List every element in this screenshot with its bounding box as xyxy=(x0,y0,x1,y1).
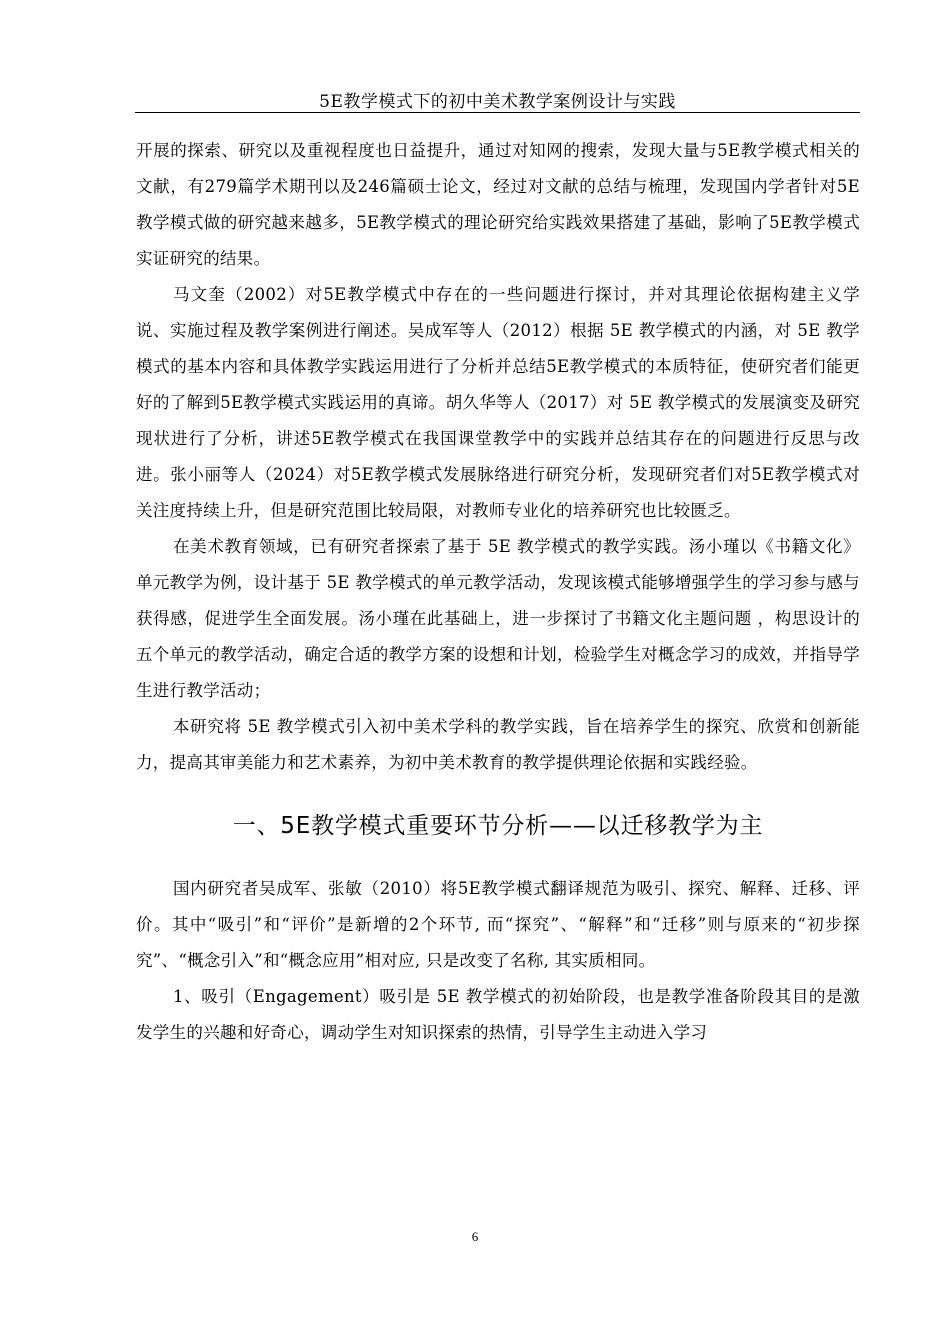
paragraph-literature-review: 马文奎（2002）对5E教学模式中存在的一些问题进行探讨，并对其理论依据构建主义学说、实施过程及教学案例进行阐述。吴成军等人（2012）根据 5E 教学模式的内涵，对 5E 教学模式的基本内容和具体教学实践运用进行了分析并总结5E教学模式的本质特征，使研究者们能更好的了解到5E教学模式实践运用的真谛。胡久华等人（2017）对 5E 教学模式的发展演变及研究现状进行了分析，讲述5E教学模式在我国课堂教学中的实践并总结其存在的问题进行反思与改进。张小丽等人（2024）对5E教学模式发展脉络进行研究分析，发现研究者们对5E教学模式对关注度持续上升，但是研究范围比较局限，对教师专业化的培养研究也比较匮乏。 xyxy=(136,285,860,520)
section-heading: 一、5E教学模式重要环节分析——以迁移教学为主 xyxy=(232,813,764,839)
paragraph-art-education: 在美术教育领域，已有研究者探索了基于 5E 教学模式的教学实践。汤小瑾以《书籍文化》单元教学为例，设计基于 5E 教学模式的单元教学活动，发现该模式能够增强学生的学习参与感与获得感，促进学生全面发展。汤小瑾在此基础上，进一步探讨了书籍文化主题问题 ，构思设计的五个单元的教学活动，确定合适的教学方案的设想和计划，检验学生对概念学习的成效，并指导学生进行教学活动； xyxy=(136,537,860,700)
paragraph-research-aim: 本研究将 5E 教学模式引入初中美术学科的教学实践，旨在培养学生的探究、欣赏和创新能力，提高其审美能力和艺术素养，为初中美术教育的教学提供理论依据和实践经验。 xyxy=(136,717,860,772)
page-number: 6 xyxy=(471,1229,479,1244)
document-body xyxy=(136,133,860,1051)
paragraph-continuation: 开展的探索、研究以及重视程度也日益提升，通过对知网的搜索，发现大量与5E教学模式相关的文献，有279篇学术期刊以及246篇硕士论文，经过对文献的总结与梳理，发现国内学者针对5E教学模式做的研究越来越多，5E教学模式的理论研究给实践效果搭建了基础，影响了5E教学模式实证研究的结果。 xyxy=(136,141,860,268)
paragraph-translation-terms: 国内研究者吴成军、张敏（2010）将5E教学模式翻译规范为吸引、探究、解释、迁移、评价。其中“吸引”和“评价”是新增的2个环节, 而“探究”、“解释”和“迁移”则与原来的“初步探究”、“概念引入”和“概念应用”相对应, 只是改变了名称, 其实质相同。 xyxy=(136,879,860,970)
running-header: 5E教学模式下的初中美术教学案例设计与实践 xyxy=(319,92,676,112)
header-rule xyxy=(135,112,860,113)
paragraph-engagement: 1、吸引（Engagement）吸引是 5E 教学模式的初始阶段，也是教学准备阶段其目的是激发学生的兴趣和好奇心，调动学生对知识探索的热情，引导学生主动进入学习 xyxy=(136,987,860,1042)
